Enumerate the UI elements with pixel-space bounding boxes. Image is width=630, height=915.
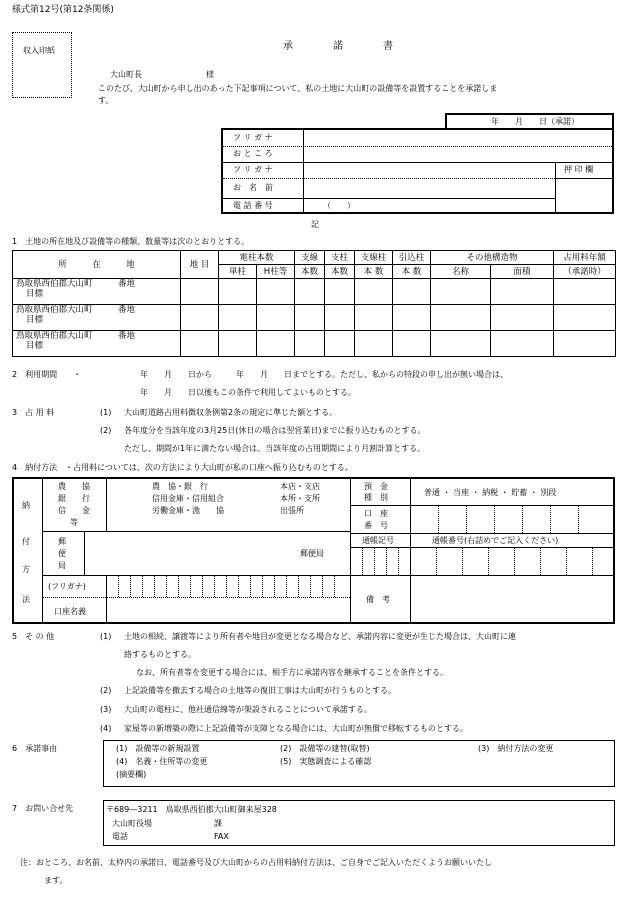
table-row [13, 305, 616, 331]
section-4-label: 4 納付方法 ・占用料については、次の方法により大山町が私の口座へ振り込むものとする。 [12, 463, 353, 472]
revenue-stamp-box [12, 32, 72, 98]
table-row [13, 331, 616, 357]
payment-box [12, 477, 615, 624]
footnote-2: ます。 [44, 876, 68, 885]
reason-4[interactable]: (4) 名義・住所等の変更 [116, 757, 208, 766]
s5-text-2: 上記設備等を撤去する場合の土地等の復旧工事は大山町が行うものとする。 [124, 686, 396, 695]
header-count-1: 本数 [295, 265, 325, 279]
s3-num-2: (2) [100, 426, 112, 435]
post-office-label: 郵便局 [300, 549, 324, 558]
section-6-label: 6 承諾事由 [12, 744, 58, 753]
post-label-1: 郵 [58, 537, 66, 546]
bank-type-1: 農 協 [58, 482, 90, 491]
header-location: 所 在 地 [13, 251, 181, 279]
reason-5[interactable]: (5) 実態調査による確認 [280, 757, 372, 766]
bank-option-2[interactable]: 信用金庫・信用組合 [152, 494, 224, 503]
account-furigana-label: (フリガナ) [48, 582, 86, 591]
deposit-label: 預 金 [364, 482, 388, 491]
phone-label: 電 話 番 号 [233, 201, 273, 210]
header-hikikomi: 引込柱 [393, 251, 431, 265]
s3-text-2: 各年度分を当該年度の3月25日(休日の場合は翌営業日)までに振り込むものとする。 [124, 426, 426, 435]
header-fee-2: （承諾時） [554, 265, 616, 279]
header-chimoku: 地 目 [181, 251, 219, 279]
row-target: 目標 [26, 341, 44, 351]
summary-label: (摘要欄) [116, 770, 147, 779]
furigana-label-1: フ リ ガ ナ [233, 133, 273, 142]
account-furigana-boxes[interactable] [106, 575, 350, 597]
addressee: 大山町長 様 [110, 70, 214, 79]
row-location: 鳥取県西伯郡大山町 番地 [16, 331, 136, 341]
header-other-structures: その他構造物 [431, 251, 554, 265]
page-title: 承 諾 書 [283, 41, 393, 52]
reason-2[interactable]: (2) 設備等の建替(取替) [280, 744, 370, 753]
s5-text-4: 家屋等の新増築の際に上記設備等が支障となる場合には、大山町が無償で移転するものとする。 [124, 724, 468, 733]
contact-box [103, 800, 615, 846]
header-shisen: 支線 [295, 251, 325, 265]
header-name: 名称 [431, 265, 491, 279]
s5-text-1c: なお、所有者等を変更する場合には、相手方に承諾内容を継承することを条件とする。 [136, 668, 448, 677]
date-label: 年 月 日（承諾） [491, 117, 579, 126]
bank-option-3[interactable]: 労働金庫・漁 協 [152, 506, 224, 515]
consent-reason-box [103, 740, 615, 787]
header-count-4: 本 数 [393, 265, 431, 279]
header-pole-count: 電柱本数 [219, 251, 295, 265]
revenue-stamp-label: 収入印紙 [23, 46, 55, 55]
side-label-2: 付 [22, 537, 30, 546]
equipment-table [12, 250, 616, 357]
side-label-3: 方 [22, 565, 30, 574]
contact-phone: 電話 [112, 832, 128, 841]
post-label-2: 便 [58, 549, 66, 558]
intro-text-2: す。 [98, 96, 114, 105]
s5-text-1b: 絡するものとする。 [124, 650, 196, 659]
side-label-1: 納 [22, 501, 30, 510]
contact-address: 〒689―3211 鳥取県西伯郡大山町御来屋328 [106, 805, 277, 814]
phone-value[interactable]: （ ） [323, 201, 355, 210]
header-shisenchu: 支線柱 [355, 251, 393, 265]
header-fee: 占用料年額 [554, 251, 616, 265]
account-label: 口 座 [364, 509, 388, 518]
ki-label: 記 [311, 220, 319, 229]
passbook-symbol-label: 通帳記号 [362, 536, 394, 545]
branch-option-2[interactable]: 本所・支所 [280, 494, 320, 503]
table-row [13, 279, 616, 305]
contact-section: 課 [214, 819, 222, 828]
form-number: 様式第12号(第12条関係) [12, 5, 114, 15]
header-h-pole: H柱等 [257, 265, 295, 279]
contact-fax: FAX [214, 832, 229, 841]
passbook-number-label: 通帳番号(右詰めでご記入ください) [432, 536, 559, 545]
account-number-label: 番 号 [364, 521, 388, 530]
s3-text-1: 大山町道路占用料徴収条例第2条の規定に準じた額とする。 [124, 408, 338, 417]
intro-text: このたび、大山町から申し出のあった下記事項について、私の土地に大山町の設備等を設置することを承諾しま [98, 84, 498, 93]
section-2-text: 年 月 日から 年 月 日までとする。ただし、私からの特段の申し出が無い場合は、 [140, 370, 508, 379]
reason-3[interactable]: (3) 納付方法の変更 [478, 744, 554, 753]
bank-type-2: 銀 行 [58, 494, 90, 503]
s5-num-1: (1) [100, 632, 112, 641]
bank-type-4: 等 [70, 518, 78, 527]
section-2-text-2: 年 月 日以後もこの条件で利用してよいものとする。 [140, 388, 356, 397]
name-label: お 名 前 [233, 183, 273, 192]
reason-1[interactable]: (1) 設備等の新規設置 [116, 744, 200, 753]
section-2-label: 2 利用期間 ・ [12, 370, 82, 379]
side-label-4: 法 [22, 595, 30, 604]
header-shichu: 支柱 [325, 251, 355, 265]
remarks-label: 備 考 [366, 595, 390, 604]
row-target: 目標 [26, 315, 44, 325]
furigana-label-2: フ リ ガ ナ [233, 165, 273, 174]
section-3-label: 3 占 用 料 [12, 408, 55, 417]
row-target: 目標 [26, 289, 44, 299]
contact-office: 大山町役場 [112, 819, 152, 828]
branch-option-3[interactable]: 出張所 [280, 506, 304, 515]
s5-num-2: (2) [100, 686, 112, 695]
footnote: 注：おところ、お名前、太枠内の承諾日、電話番号及び大山町からの占用料納付方法は、ご自身でご記入いただくようお願いいたし [20, 858, 492, 867]
bank-option-1[interactable]: 農 協・銀 行 [152, 482, 208, 491]
deposit-type-label: 種 別 [364, 493, 388, 502]
account-name-label: 口座名義 [54, 607, 86, 616]
s5-num-4: (4) [100, 724, 112, 733]
s3-num-1: (1) [100, 408, 112, 417]
s5-text-1: 土地の相続、譲渡等により所有者や地目が変更となる場合など、承諾内容に変更が生じた場合は、大山町に連 [124, 632, 516, 641]
branch-option-1[interactable]: 本店・支店 [280, 482, 320, 491]
header-count-2: 本数 [325, 265, 355, 279]
seal-label: 押 印 欄 [564, 165, 594, 174]
header-single-pole: 単柱 [219, 265, 257, 279]
section-7-label: 7 お問い合せ先 [12, 804, 74, 813]
bank-type-3: 信 金 [58, 506, 90, 515]
account-number-boxes[interactable] [410, 505, 613, 533]
post-label-3: 局 [58, 561, 66, 570]
address-label: お と こ ろ [233, 149, 273, 158]
s3-text-3: ただし、期間が1年に満たない場合は、当該年度の占用期間により月割計算とする。 [124, 444, 426, 453]
passbook-boxes[interactable] [350, 547, 613, 575]
header-count-3: 本 数 [355, 265, 393, 279]
s5-num-3: (3) [100, 705, 112, 714]
header-area: 面積 [491, 265, 554, 279]
row-location: 鳥取県西伯郡大山町 番地 [16, 279, 136, 289]
s5-text-3: 大山町の電柱に、他社通信線等が架設されることについて承諾する。 [124, 705, 372, 714]
deposit-types[interactable]: 普通 ・ 当座 ・ 納税 ・ 貯蓄 ・ 別段 [424, 488, 557, 497]
section-1-heading: 1 土地の所在地及び設備等の種類、数量等は次のとおりとする。 [12, 237, 250, 246]
applicant-box [221, 128, 614, 214]
section-5-label: 5 そ の 他 [12, 632, 55, 641]
row-location: 鳥取県西伯郡大山町 番地 [16, 305, 136, 315]
